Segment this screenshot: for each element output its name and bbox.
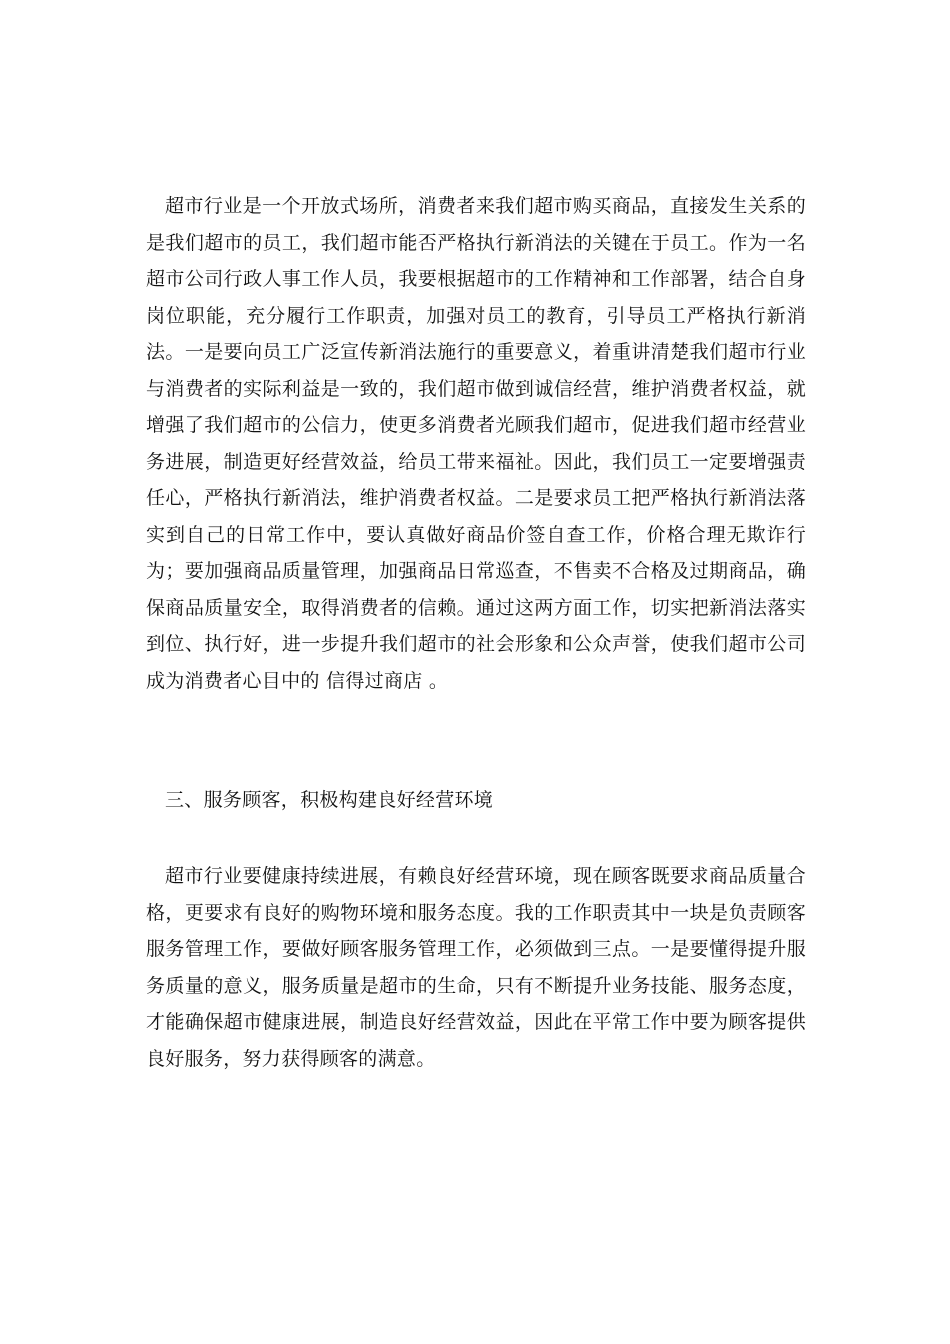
body-paragraph: 超市行业要健康持续进展，有赖良好经营环境，现在顾客既要求商品质量合格，更要求有良好的购物环境和服务态度。我的工作职责其中一块是负责顾客服务管理工作，要做好顾客服务管理工作，必须做到三点。一是要懂得提升服务质量的意义，服务质量是超市的生命，只有不断提升业务技能、服务态度，才能确保超市健康进展，制造良好经营效益，因此在平常工作中要为顾客提供良好服务，努力获得顾客的满意。 [146, 865, 806, 1070]
section-heading: 三、服务顾客，积极构建良好经营环境 [165, 789, 494, 811]
body-paragraph: 超市行业是一个开放式场所，消费者来我们超市购买商品，直接发生关系的是我们超市的员工，我们超市能否严格执行新消法的关键在于员工。作为一名超市公司行政人事工作人员，我要根据超市的工作精神和工作部署，结合自身岗位职能，充分履行工作职责，加强对员工的教育，引导员工严格执行新消法。一是要向员工广泛宣传新消法施行的重要意义，着重讲清楚我们超市行业与消费者的实际利益是一致的，我们超市做到诚信经营，维护消费者权益，就增强了我们超市的公信力，使更多消费者光顾我们超市，促进我们超市经营业务进展，制造更好经营效益，给员工带来福祉。因此，我们员工一定要增强责任心，严格执行新消法，维护消费者权益。二是要求员工把严格执行新消法落实到自己的日常工作中，要认真做好商品价签自查工作，价格合理无欺诈行为；要加强商品质量管理，加强商品日常巡查，不售卖不合格及过期商品，确保商品质量安全，取得消费者的信赖。通过这两方面工作，切实把新消法落实到位、执行好，进一步提升我们超市的社会形象和公众声誉，使我们超市公司成为消费者心目中的 信得过商店 。 [146, 195, 806, 692]
